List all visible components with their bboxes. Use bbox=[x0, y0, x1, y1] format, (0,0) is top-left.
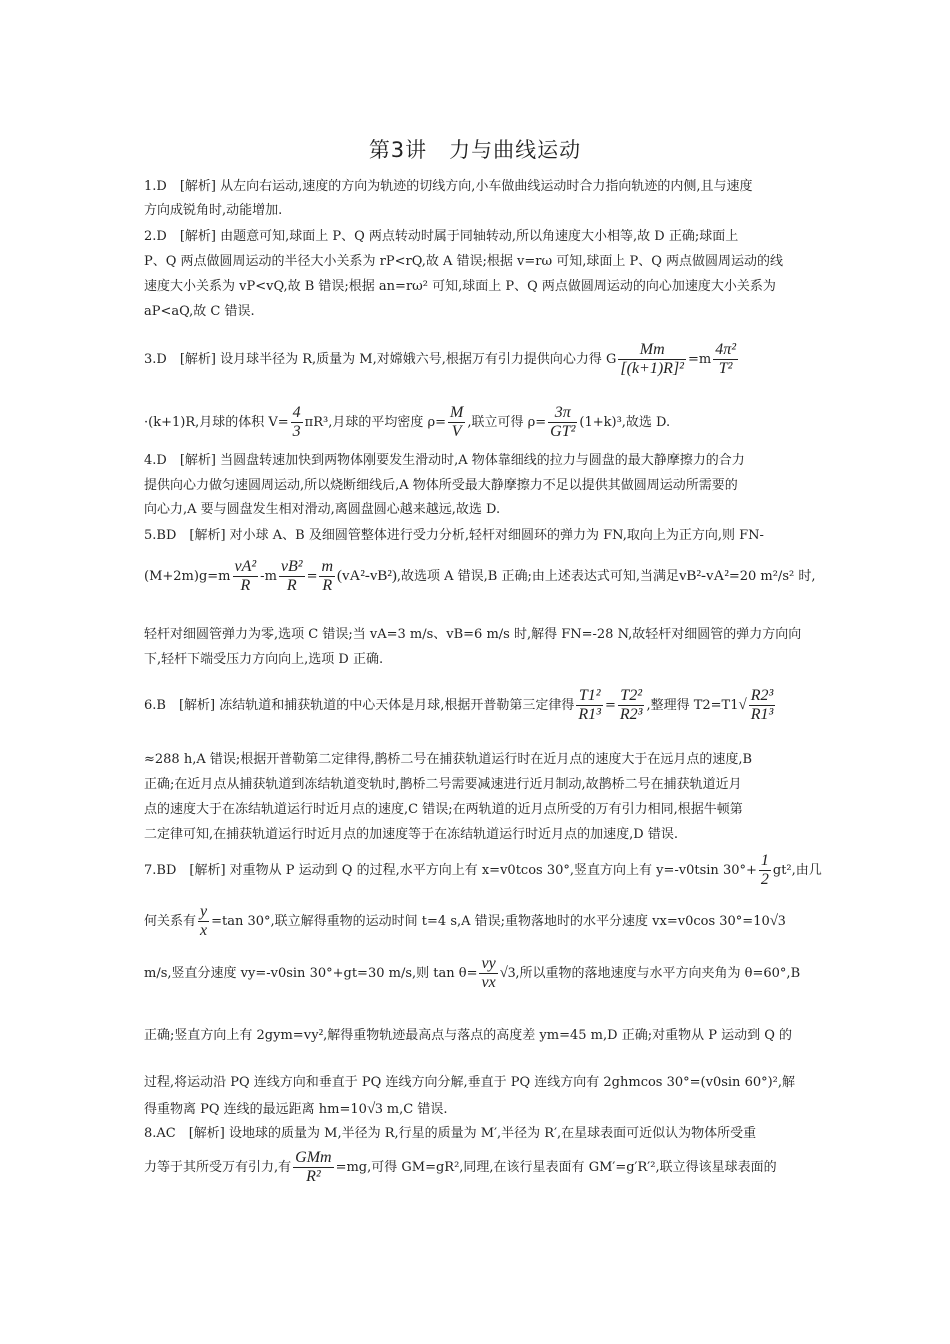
text-segment: m,C 错误. bbox=[382, 1102, 448, 1117]
numerator: vA² bbox=[234, 558, 257, 575]
text-line: 速度大小关系为 vP<vQ,故 B 错误;根据 an=rω² 可知,球面上 P、Q 两点做圆周运动的向心加速度大小关系为 bbox=[144, 279, 776, 294]
text-segment: (M+2m)g=m bbox=[144, 569, 231, 584]
text-line: aP<aQ,故 C 错误. bbox=[144, 304, 255, 319]
text-segment: (1+k)³,故选 D. bbox=[579, 415, 671, 430]
numerator: vy bbox=[481, 955, 496, 972]
answer-7-line-1 bbox=[144, 848, 822, 894]
math-expression: vB²-vA² bbox=[679, 568, 729, 584]
denominator: R1³ bbox=[750, 706, 774, 723]
denominator: 2 bbox=[760, 871, 769, 888]
fraction bbox=[576, 687, 603, 724]
fraction bbox=[319, 558, 335, 595]
denominator: 3 bbox=[292, 423, 301, 440]
text-segment: =tan 30°,联立解得重物的运动时间 t=4 s,A 错误;重物落地时的水平分速度 vx=v0cos 30°=10 bbox=[211, 914, 770, 929]
answer-5-formula-line bbox=[144, 550, 816, 602]
denominator: GT² bbox=[550, 423, 576, 440]
fraction bbox=[713, 341, 738, 378]
numerator: T1² bbox=[576, 687, 603, 706]
minus-term: -m bbox=[260, 569, 277, 584]
text-line: 轻杆对细圆管弹力为零,选项 C 错误;当 vA=3 m/s、vB=6 m/s 时,解得 FN=-28 N,故轻杆对细圆管的弹力方向向 bbox=[144, 627, 802, 642]
numerator: 1 bbox=[760, 852, 769, 869]
text-segment: 正确;竖直方向上有 2gym= bbox=[144, 1028, 304, 1043]
text-segment: ,整理得 T2=T1 bbox=[646, 698, 739, 713]
denominator: vx bbox=[481, 974, 496, 991]
denominator: R bbox=[240, 577, 251, 594]
numerator: M bbox=[450, 404, 464, 421]
text-segment: ,解得重物轨迹最高点与落点的高度差 ym=45 m,D 正确;对重物从 P 运动到 Q 的 bbox=[323, 1028, 793, 1043]
text-segment: ,所以重物的落地速度与水平方向夹角为 θ=60°,B bbox=[515, 966, 801, 981]
fraction bbox=[293, 1149, 333, 1186]
denominator: R² bbox=[306, 1168, 321, 1185]
sqrt-three: √3 bbox=[499, 965, 516, 981]
denominator: T² bbox=[718, 360, 733, 377]
text-segment: m/s,竖直分速度 vy=-v0sin 30°+gt=30 m/s,则 tan θ= bbox=[144, 966, 478, 981]
text-line: 1.D [解析] 从左向右运动,速度的方向为轨迹的切线方向,小车做曲线运动时合力指向轨迹的内侧,且与速度 bbox=[144, 179, 753, 194]
math-expression: vy² bbox=[303, 1027, 324, 1043]
fraction bbox=[759, 852, 771, 889]
math-expression: (vA²-vB²) bbox=[337, 568, 397, 584]
fraction bbox=[479, 955, 497, 992]
equals-sign: =m bbox=[687, 352, 712, 367]
page-title: 第3讲 力与曲线运动 bbox=[368, 138, 582, 162]
answer-7-line-3 bbox=[144, 950, 808, 996]
fraction bbox=[618, 687, 645, 724]
numerator: y bbox=[200, 903, 208, 920]
denominator: V bbox=[451, 423, 462, 440]
answer-6-formula-line bbox=[144, 680, 808, 730]
text-segment: =mg,可得 GM=gR²,同理,在该行星表面有 GM′=g′R′²,联立得该星球表面的 bbox=[335, 1160, 777, 1175]
denominator: R2³ bbox=[619, 706, 643, 723]
text-line: 向心力,A 要与圆盘发生相对滑动,离圆盘圆心越来越远,故选 D. bbox=[144, 502, 501, 517]
numerator: GMm bbox=[295, 1149, 332, 1166]
answer-7-line-6 bbox=[144, 1096, 808, 1122]
numerator: 4π² bbox=[715, 341, 737, 358]
text-segment: ,故选项 A 错误,B 正确;由上述表达式可知,当满足 bbox=[396, 569, 679, 584]
text-segment: =20 m²/s² 时, bbox=[728, 569, 816, 584]
sqrt-symbol: √ bbox=[738, 697, 747, 713]
fraction bbox=[749, 687, 776, 724]
fraction bbox=[618, 341, 686, 378]
equals-sign: = bbox=[306, 569, 318, 584]
fraction bbox=[548, 404, 577, 441]
fraction bbox=[279, 558, 305, 595]
answer-3-line-2 bbox=[144, 398, 808, 448]
answer-8-line-2 bbox=[144, 1144, 808, 1192]
numerator: R2³ bbox=[750, 687, 774, 704]
text-line: 提供向心力做匀速圆周运动,所以烧断细线后,A 物体所受最大静摩擦力不足以提供其做圆周运动所需要的 bbox=[144, 478, 738, 493]
numerator: T2² bbox=[618, 687, 645, 706]
denominator: R bbox=[322, 577, 333, 594]
text-segment: gt²,由几 bbox=[772, 863, 822, 878]
text-segment: πR³,月球的平均密度 ρ= bbox=[304, 415, 446, 430]
fraction bbox=[291, 404, 303, 441]
numerator: vB² bbox=[280, 558, 303, 575]
text-line: 8.AC [解析] 设地球的质量为 M,半径为 R,行星的质量为 M′,半径为 R′,在星球表面可近似认为物体所受重 bbox=[144, 1126, 757, 1141]
text-line: 2.D [解析] 由题意可知,球面上 P、Q 两点转动时属于同轴转动,所以角速度大小相等,故 D 正确;球面上 bbox=[144, 229, 739, 244]
numerator: 3π bbox=[548, 404, 577, 423]
sqrt-three: √3 bbox=[366, 1101, 383, 1117]
text-segment: 6.B [解析] 冻结轨道和捕获轨道的中心天体是月球,根据开普勒第三定律得 bbox=[144, 698, 575, 713]
fraction bbox=[448, 404, 465, 441]
equals-sign: = bbox=[604, 698, 616, 713]
text-line: 4.D [解析] 当圆盘转速加快到两物体刚要发生滑动时,A 物体靠细线的拉力与圆盘的最大静摩擦力的合力 bbox=[144, 453, 745, 468]
denominator: [(k+1)R]² bbox=[620, 360, 684, 377]
answer-7-line-2 bbox=[144, 898, 808, 944]
text-line: P、Q 两点做圆周运动的半径大小关系为 rP<rQ,故 A 错误;根据 v=rω 可知,球面上 P、Q 两点做圆周运动的线 bbox=[144, 254, 784, 269]
fraction bbox=[233, 558, 259, 595]
text-line: 二定律可知,在捕获轨道运行时近月点的加速度等于在冻结轨道运行时近月点的加速度,D 错误. bbox=[144, 827, 678, 842]
text-line: 方向成锐角时,动能增加. bbox=[144, 203, 283, 218]
text-line: 点的速度大于在冻结轨道运行时近月点的速度,C 错误;在两轨道的近月点所受的万有引力相同,根据牛顿第 bbox=[144, 802, 743, 817]
sqrt-three: √3 bbox=[769, 913, 786, 929]
text-segment: 得重物离 PQ 连线的最远距离 hm=10 bbox=[144, 1102, 367, 1117]
numerator: 4 bbox=[292, 404, 301, 421]
answer-7-line-4 bbox=[144, 1014, 808, 1056]
text-line: 5.BD [解析] 对小球 A、B 及细圆管整体进行受力分析,轻杆对细圆环的弹力为 FN,取向上为正方向,则 FN- bbox=[144, 528, 764, 543]
text-segment: ·(k+1)R,月球的体积 V= bbox=[144, 415, 289, 430]
numerator: m bbox=[321, 558, 334, 575]
text-segment: 力等于其所受万有引力,有 bbox=[144, 1160, 292, 1175]
fraction bbox=[198, 903, 209, 940]
text-segment: ,联立可得 ρ= bbox=[467, 415, 547, 430]
denominator: R bbox=[286, 577, 297, 594]
numerator: Mm bbox=[618, 341, 686, 360]
text-segment: 3.D [解析] 设月球半径为 R,质量为 M,对嫦娥六号,根据万有引力提供向心力得 G bbox=[144, 352, 617, 367]
denominator: R1³ bbox=[578, 706, 601, 723]
text-line: 下,轻杆下端受压力方向向上,选项 D 正确. bbox=[144, 652, 384, 667]
text-line: 正确;在近月点从捕获轨道到冻结轨道变轨时,鹊桥二号需要减速进行近月制动,故鹊桥二号在捕获轨道近月 bbox=[144, 777, 742, 792]
text-segment: 7.BD [解析] 对重物从 P 运动到 Q 的过程,水平方向上有 x=v0tcos 30°,竖直方向上有 y=-v0tsin 30°+ bbox=[144, 863, 757, 878]
text-segment: 何关系有 bbox=[144, 914, 197, 929]
denominator: x bbox=[200, 922, 208, 939]
answer-3-line-1 bbox=[144, 334, 808, 386]
text-line: 过程,将运动沿 PQ 连线方向和垂直于 PQ 连线方向分解,垂直于 PQ 连线方向有 2ghmcos 30°=(v0sin 60°)²,解 bbox=[144, 1075, 796, 1090]
text-line: ≈288 h,A 错误;根据开普勒第二定律得,鹊桥二号在捕获轨道运行时在近月点的速度大于在远月点的速度,B bbox=[144, 752, 753, 767]
